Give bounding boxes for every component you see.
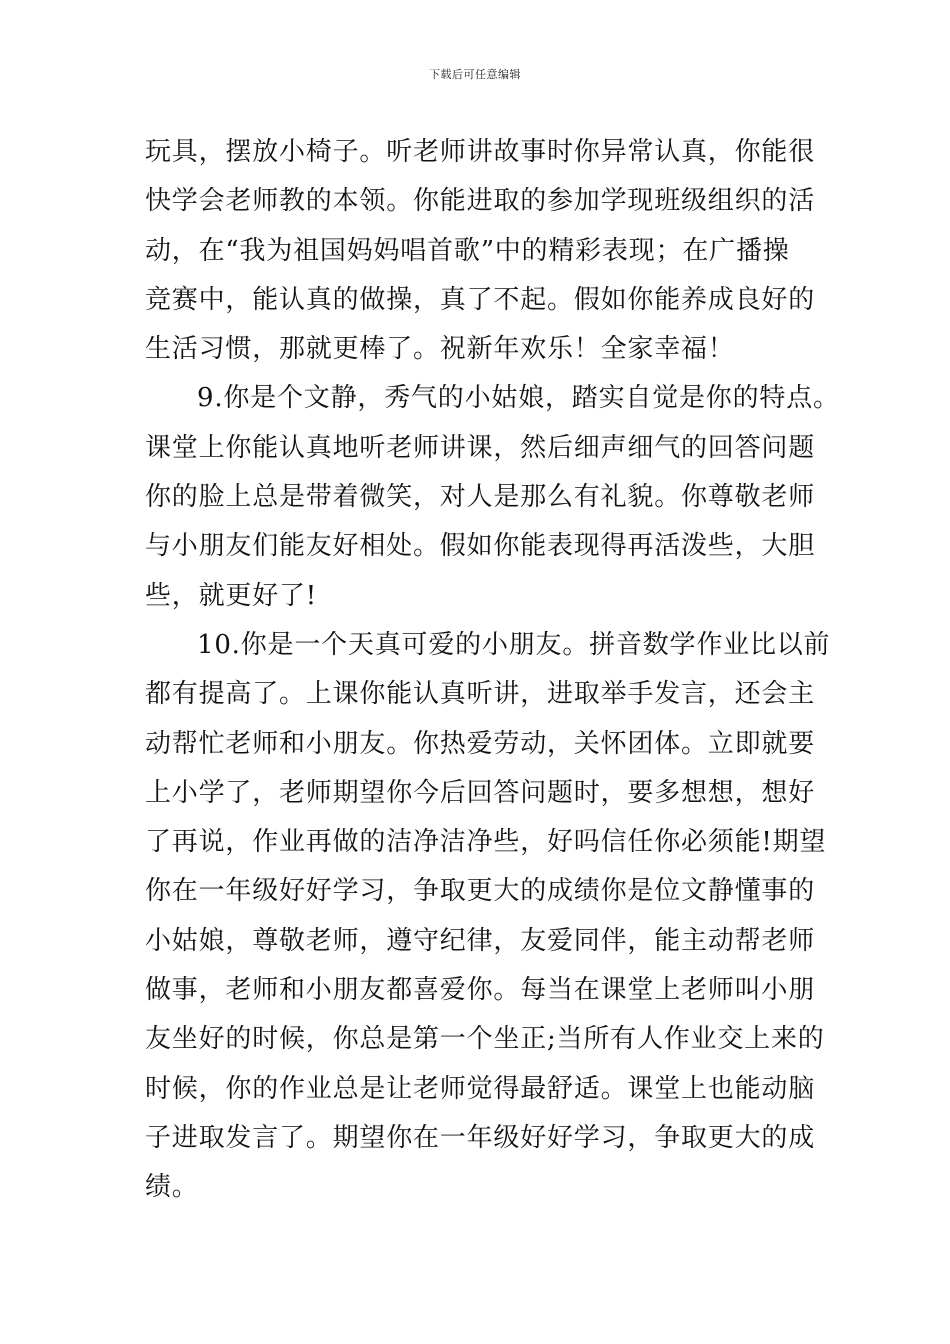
text-line: 快学会老师教的本领。你能进取的参加学现班级组织的活 [145,186,816,217]
header-note: 下载后可任意编辑 [429,68,521,81]
document-body [145,128,840,1213]
text-line: 小姑娘，尊敬老师，遵守纪律，友爱同伴，能主动帮老师 [145,925,816,956]
text-line: 你的脸上总是带着微笑，对人是那么有礼貌。你尊敬老师 [145,482,816,513]
text-line: 生活习惯，那就更棒了。祝新年欢乐！全家幸福！ [145,334,735,365]
text-line: 些，就更好了! [145,580,318,611]
text-line: 竞赛中，能认真的做操，真了不起。假如你能养成良好的 [145,284,816,315]
paragraph-start-10: 10.你是一个天真可爱的小朋友。拼音数学作业比以前 [197,629,831,660]
text-line: 上小学了，老师期望你今后回答问题时，要多想想，想好 [145,777,816,808]
text-line: 课堂上你能认真地听老师讲课，然后细声细气的回答问题 [145,432,816,463]
text-line: 动，在“我为祖国妈妈唱首歌”中的精彩表现；在广播操 [145,235,790,266]
text-line: 做事，老师和小朋友都喜爱你。每当在课堂上老师叫小朋 [145,975,816,1006]
text-line: 友坐好的时候，你总是第一个坐正;当所有人作业交上来的 [145,1024,825,1055]
text-line: 时候，你的作业总是让老师觉得最舒适。课堂上也能动脑 [145,1073,816,1104]
text-line: 你在一年级好好学习，争取更大的成绩你是位文静懂事的 [145,876,816,907]
text-line: 绩。 [145,1172,199,1203]
paragraph-start-9: 9.你是个文静，秀气的小姑娘，踏实自觉是你的特点。 [197,383,840,414]
text-line: 与小朋友们能友好相处。假如你能表现得再活泼些，大胆 [145,531,816,562]
text-line: 了再说，作业再做的洁净洁净些，好吗信任你必须能!期望 [145,827,827,858]
text-line: 动帮忙老师和小朋友。你热爱劳动，关怀团体。立即就要 [145,728,816,759]
text-line: 玩具，摆放小椅子。听老师讲故事时你异常认真，你能很 [145,137,816,167]
text-line: 子进取发言了。期望你在一年级好好学习，争取更大的成 [145,1122,816,1153]
text-line: 都有提高了。上课你能认真听讲，进取举手发言，还会主 [145,679,816,710]
